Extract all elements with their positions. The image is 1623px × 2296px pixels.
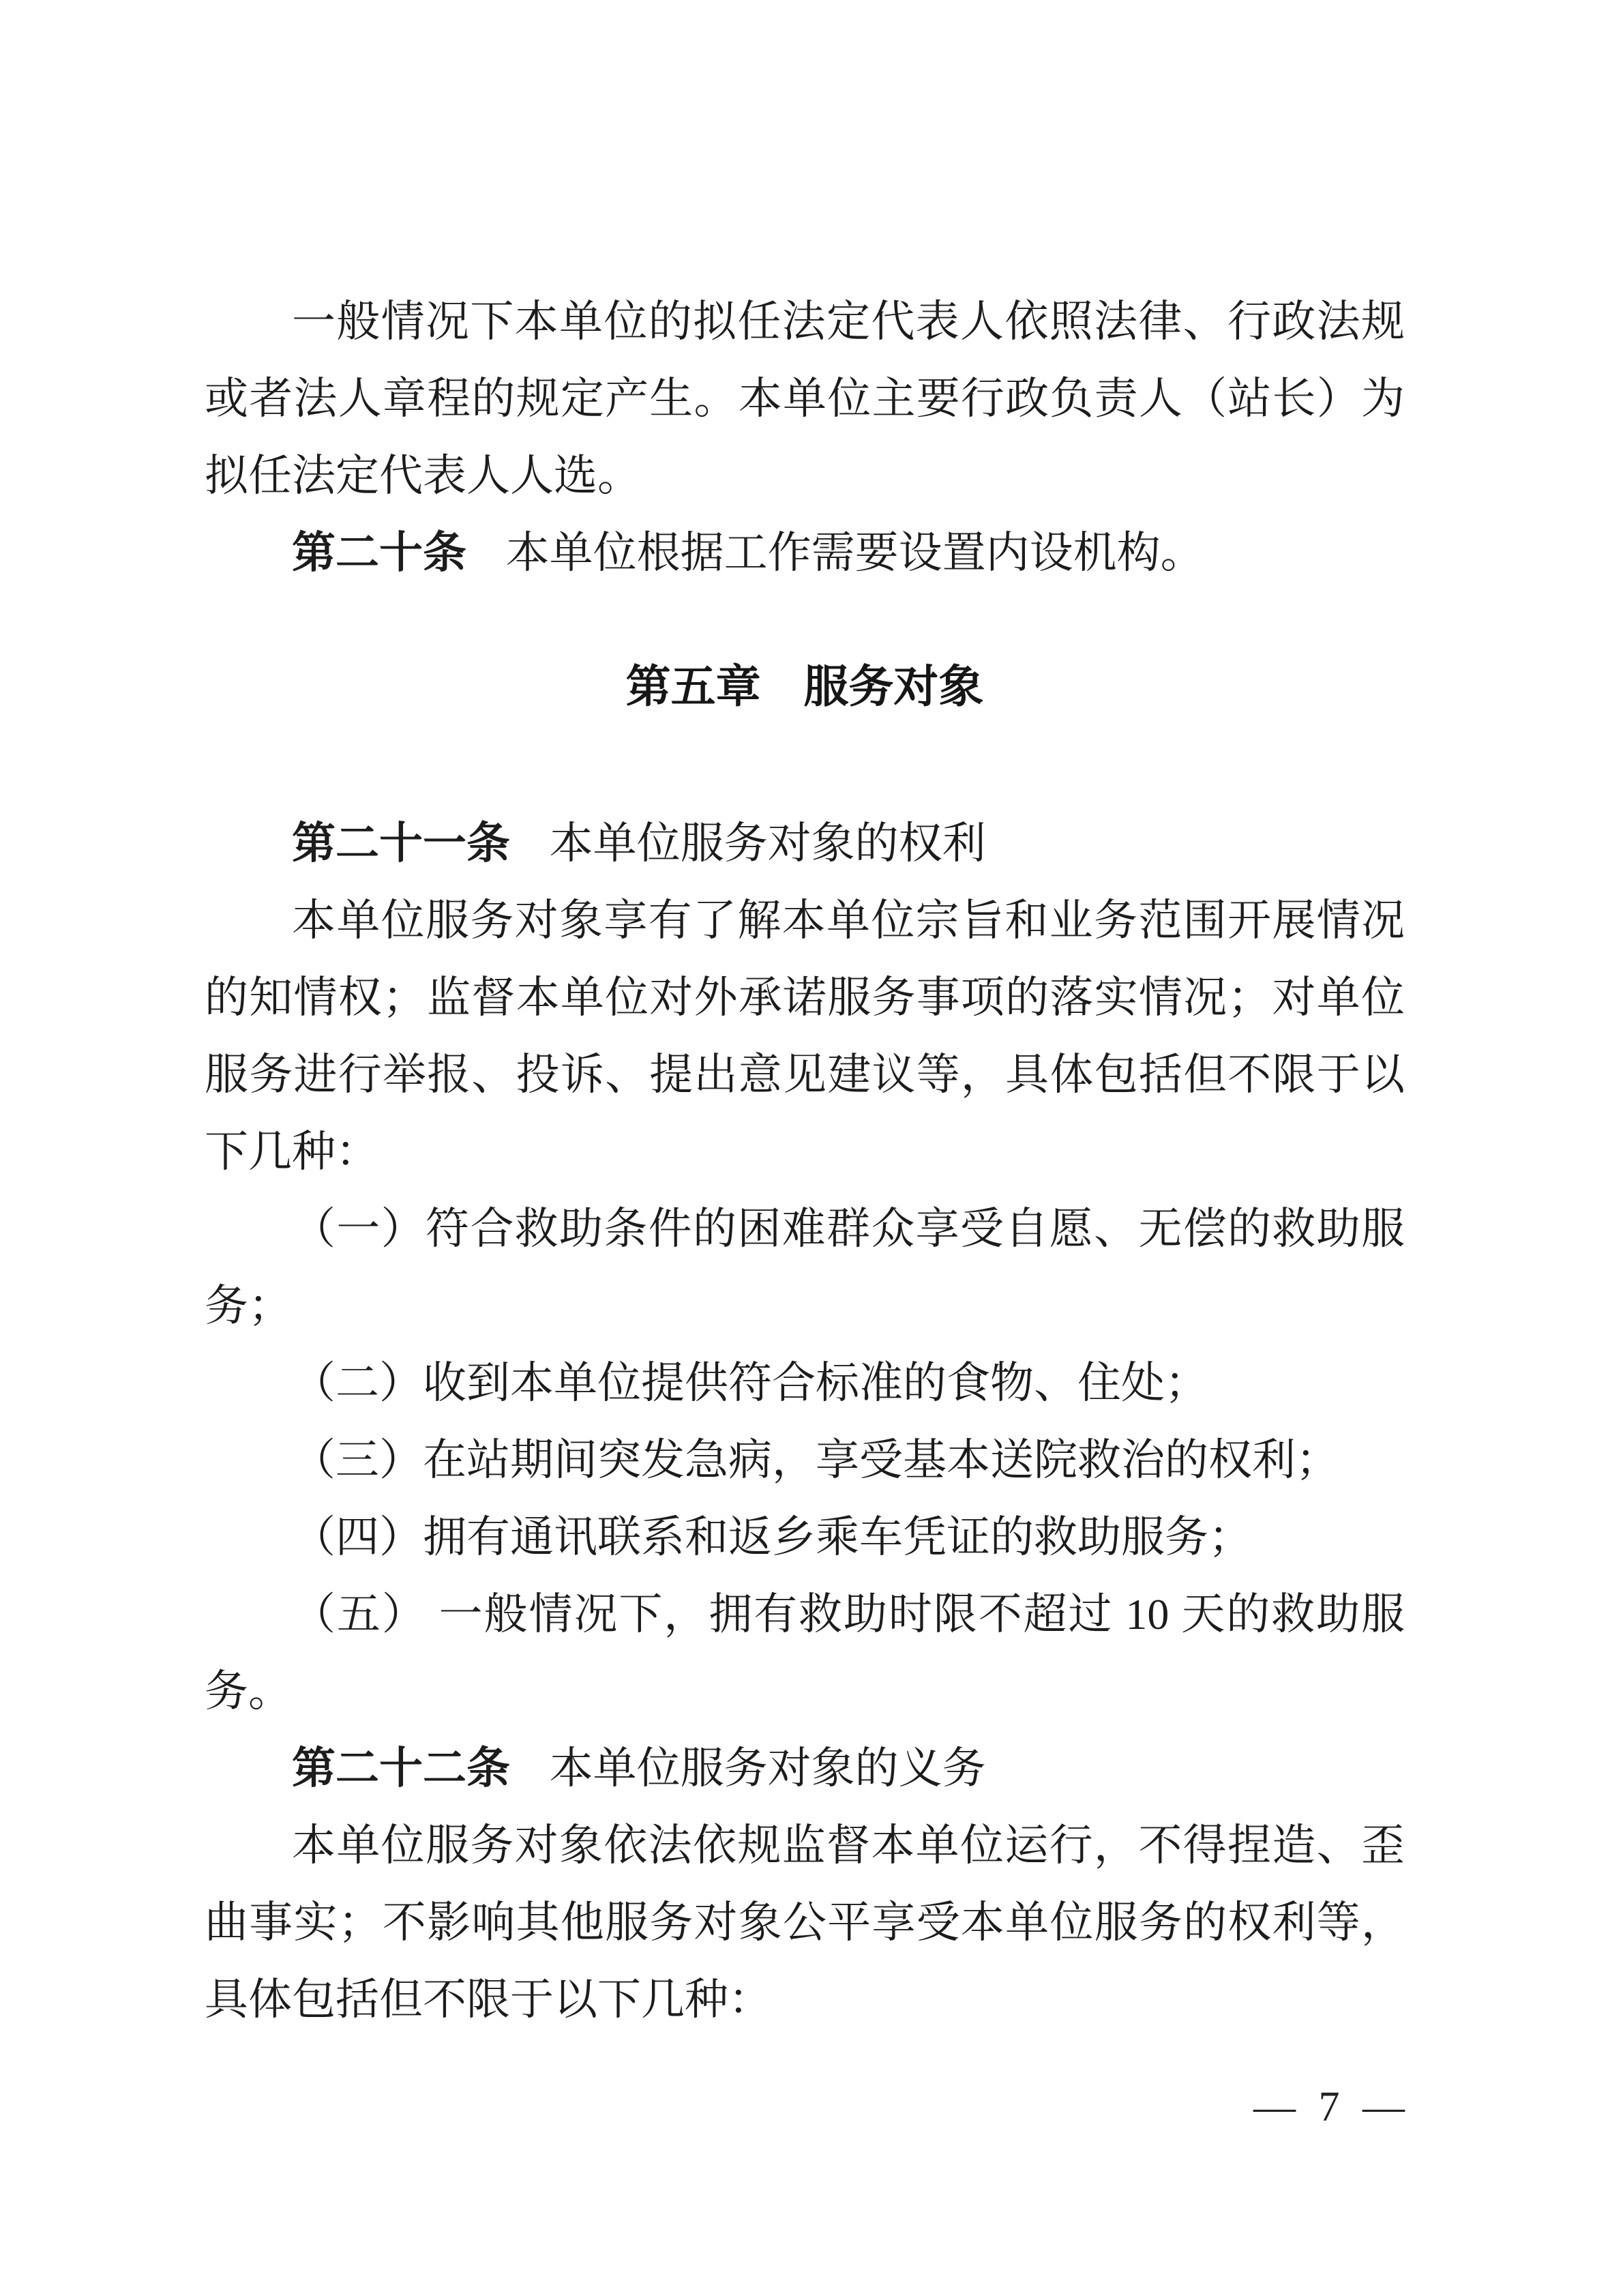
article-21-number: 第二十一条 — [292, 819, 510, 868]
chapter-5-heading — [205, 648, 1405, 725]
chapter-number: 第五章 — [625, 661, 761, 711]
list-item-1: （一）符合救助条件的困难群众享受自愿、无偿的救助服务； — [205, 1205, 1405, 1330]
article-22-number: 第二十二条 — [292, 1743, 510, 1793]
list-item-2: （二）收到本单位提供符合标准的食物、住处； — [292, 1359, 1208, 1407]
list-item-5: （五） 一般情况下，拥有救助时限不超过 10 天的救助服务。 — [205, 1590, 1405, 1716]
list-item-4: （四）拥有通讯联系和返乡乘车凭证的救助服务； — [292, 1513, 1252, 1561]
article-20-number: 第二十条 — [292, 528, 466, 577]
article-22-text: 本单位服务对象的义务 — [549, 1744, 986, 1793]
list-item-3: （三）在站期间突发急病，享受基本送院救治的权利； — [292, 1436, 1339, 1484]
page-number: — 7 — — [1253, 2084, 1405, 2130]
paragraph-rights-intro: 本单位服务对象享有了解本单位宗旨和业务范围开展情况的知情权；监督本单位对外承诺服务事项的落实情况；对单位服务进行举报、投诉、提出意见建议等，具体包括但不限于以下几种： — [205, 896, 1405, 1176]
paragraph-legal-representative: 一般情况下本单位的拟任法定代表人依照法律、行政法规或者法人章程的规定产生。本单位主要行政负责人（站长）为拟任法定代表人人选。 — [205, 297, 1405, 500]
article-21 — [205, 805, 1405, 882]
article-20-text: 本单位根据工作需要设置内设机构。 — [505, 529, 1204, 577]
paragraph-duties-intro: 本单位服务对象依法依规监督本单位运行，不得捏造、歪曲事实；不影响其他服务对象公平享受本单位服务的权利等，具体包括但不限于以下几种： — [205, 1821, 1405, 2024]
article-20 — [205, 514, 1405, 591]
article-22 — [205, 1730, 1405, 1807]
chapter-title: 服务对象 — [803, 661, 984, 711]
document-body — [205, 283, 1405, 2038]
article-21-text: 本单位服务对象的权利 — [549, 819, 986, 868]
